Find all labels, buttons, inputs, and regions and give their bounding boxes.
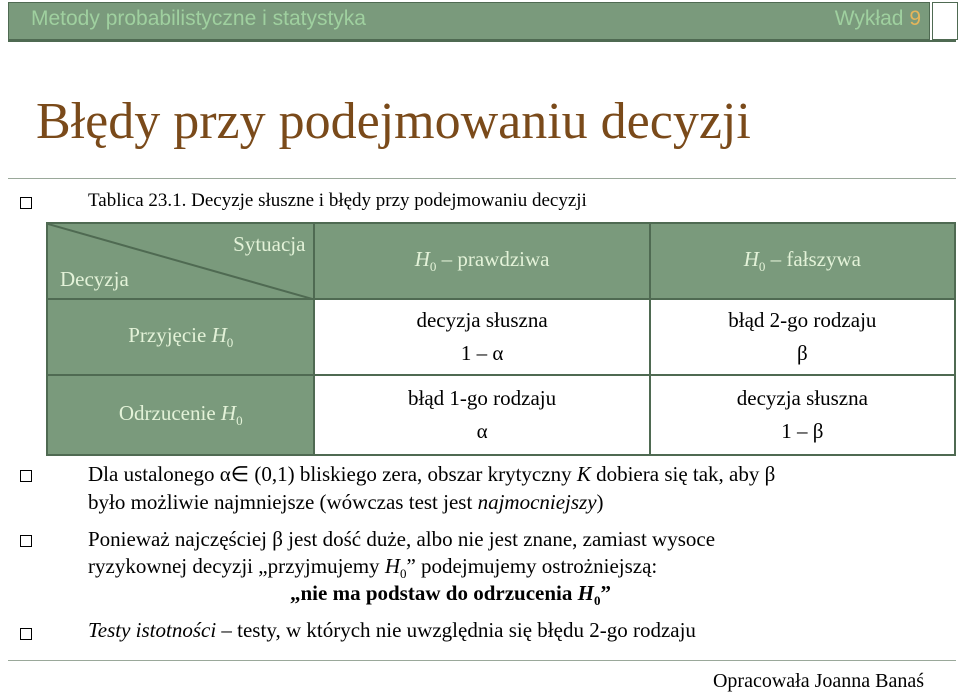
bullet2-text-b: ” podejmujemy ostrożniejszą: [406, 554, 658, 578]
header-corner-box [932, 2, 958, 40]
bullet-square-icon [20, 197, 32, 209]
cell-reject-true [314, 375, 649, 455]
bullet3-line [88, 618, 696, 643]
h0-symbol: H [211, 322, 227, 347]
h0-subscript: 0 [399, 566, 407, 582]
cell-line1: decyzja słuszna [416, 308, 548, 332]
footer-author: Opracowała Joanna Banaś [712, 670, 924, 692]
title-divider [8, 178, 956, 179]
cell-line1: błąd 1-go rodzaju [408, 386, 557, 410]
bullet1-k: K [576, 462, 591, 486]
cell-line1: decyzja słuszna [736, 386, 868, 410]
row-label-reject [47, 375, 314, 455]
cell-accept-true [314, 299, 649, 375]
table-corner-cell [47, 223, 314, 299]
bullet1-text-a: Dla ustalonego α∈ (0,1) bliskiego zera, obszar krytyczny [88, 462, 577, 486]
lecture-label-text: Wykład [834, 7, 904, 30]
bullet1-text-c: było możliwie najmniejsze (wówczas test jest [88, 490, 478, 514]
cell-line2: 1 – α [460, 341, 504, 365]
corner-decision-label: Decyzja [60, 267, 129, 291]
lecture-label [835, 7, 921, 31]
h0-subscript: 0 [226, 335, 234, 351]
decision-table [46, 222, 956, 456]
slide-title: Błędy przy podejmowaniu decyzji [36, 93, 751, 150]
bullet1-italic: najmocniejszy [477, 490, 597, 514]
cell-reject-false [650, 375, 955, 455]
table-caption: Tablica 23.1. Decyzje słuszne i błędy przy podejmowaniu decyzji [88, 190, 587, 211]
h0-symbol: H [384, 554, 400, 578]
h0-subscript: 0 [593, 593, 601, 609]
lecture-number: 9 [909, 7, 921, 30]
bullet2-line3 [290, 581, 611, 609]
col2-suffix: – fałszywa [765, 246, 861, 271]
bullet2-text-c: „nie ma podstaw do odrzucenia [290, 581, 578, 605]
bullet2-line1: Ponieważ najczęściej β jest dość duże, albo nie jest znane, zamiast wysoce [88, 527, 716, 551]
bullet2-line2 [88, 554, 657, 582]
bullet3-italic: Testy istotności [88, 618, 217, 642]
h0-symbol: H [414, 246, 430, 271]
h0-subscript: 0 [758, 259, 766, 275]
h0-symbol: H [220, 400, 237, 425]
column-header-h0-true [314, 223, 649, 299]
cell-line2: α [476, 419, 488, 443]
h0-subscript: 0 [429, 259, 437, 275]
bullet2-text-d: ” [600, 581, 611, 605]
bullet1-text-d: ) [596, 490, 604, 514]
column-header-h0-false [650, 223, 955, 299]
footer-divider [8, 660, 956, 661]
bullet-square-icon [20, 535, 32, 547]
bullet-square-icon [20, 470, 32, 482]
header-divider [8, 40, 956, 42]
bullet1-line2 [88, 490, 604, 515]
header-bar [8, 2, 930, 40]
col1-suffix: – prawdziwa [436, 246, 550, 271]
cell-accept-false [650, 299, 955, 375]
corner-situation-label: Sytuacja [233, 232, 306, 256]
h0-symbol: H [577, 581, 594, 605]
bullet1-line1 [88, 462, 775, 487]
row-label-accept [47, 299, 314, 375]
bullet-square-icon [20, 628, 32, 640]
cell-line2: 1 – β [781, 419, 824, 443]
h0-symbol: H [743, 246, 759, 271]
row2-label-text: Odrzucenie [118, 400, 221, 425]
bullet2-text-a: ryzykownej decyzji „przyjmujemy [88, 554, 385, 578]
bullet1-text-b: dobiera się tak, aby β [590, 462, 776, 486]
row1-label-text: Przyjęcie [128, 322, 212, 347]
h0-subscript: 0 [236, 413, 243, 429]
bullet3-text: – testy, w których nie uwzględnia się błędu 2-go rodzaju [216, 618, 696, 642]
cell-line1: błąd 2-go rodzaju [728, 308, 877, 332]
course-title: Metody probabilistyczne i statystyka [31, 7, 366, 30]
cell-line2: β [797, 341, 808, 365]
